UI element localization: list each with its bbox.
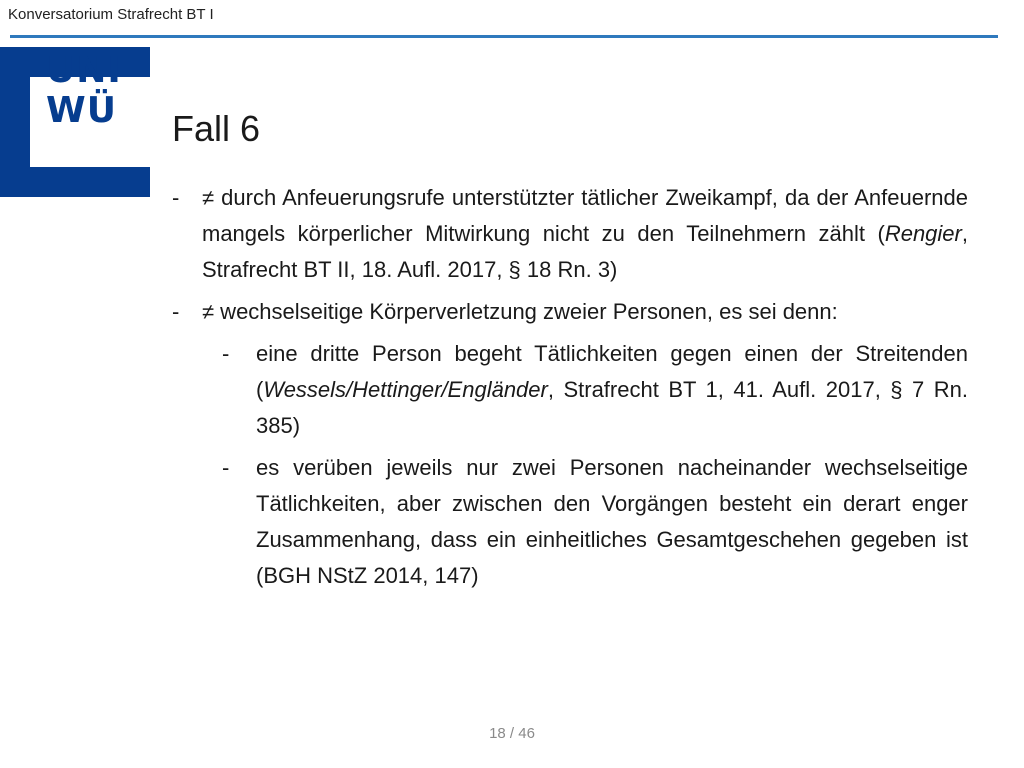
bullet-item-1 [172, 180, 968, 288]
slide-content [172, 180, 968, 600]
header-divider [10, 35, 998, 38]
text-segment: eine dritte Person begeht Tätlichkeiten gegen einen der Streitenden ( [256, 341, 968, 402]
text-segment: ≠ wechselseitige Körperverletzung zweier Personen, es sei denn: [202, 299, 838, 324]
sub-bullet-item-1 [222, 336, 968, 444]
course-title: Konversatorium Strafrecht BT I [8, 6, 214, 23]
bullet-marker: - [172, 185, 180, 210]
citation-author: Rengier [884, 221, 962, 246]
logo-line-1: UNI [46, 50, 122, 91]
logo-line-2: WÜ [46, 90, 117, 131]
university-logo [0, 47, 150, 197]
sub-bullet-item-2 [222, 450, 968, 594]
bullet-marker: - [222, 455, 230, 480]
text-segment: ≠ durch Anfeuerungsrufe unterstützter tätlicher Zweikampf, da der Anfeuernde mangels körperlicher Mitwirkung nicht zu den Teilnehmern zählt ( [202, 185, 968, 246]
text-segment: es verüben jeweils nur zwei Personen nacheinander wechselseitige Tätlichkeiten, aber zwischen den Vorgängen besteht ein derart enger Zusammenhang, dass ein einheitliches Gesamtgeschehen gegeben ist (BGH NStZ 2014, 147) [256, 455, 968, 588]
bullet-text [256, 336, 968, 444]
text-segment: , Strafrecht BT II, 18. Aufl. 2017, § 18 Rn. 3) [202, 221, 968, 282]
bullet-text [202, 180, 968, 288]
bullet-item-2 [172, 294, 968, 330]
logo-wordmark [46, 51, 122, 131]
bullet-marker: - [172, 299, 180, 324]
bullet-marker: - [222, 341, 230, 366]
citation-author: Wessels/Hettinger/Engländer [263, 377, 548, 402]
slide-title: Fall 6 [172, 108, 261, 149]
page-indicator: 18 / 46 [489, 725, 535, 742]
bullet-text [202, 294, 968, 330]
text-segment: , Strafrecht BT 1, 41. Aufl. 2017, § 7 Rn. 385) [256, 377, 968, 438]
bullet-text [256, 450, 968, 594]
